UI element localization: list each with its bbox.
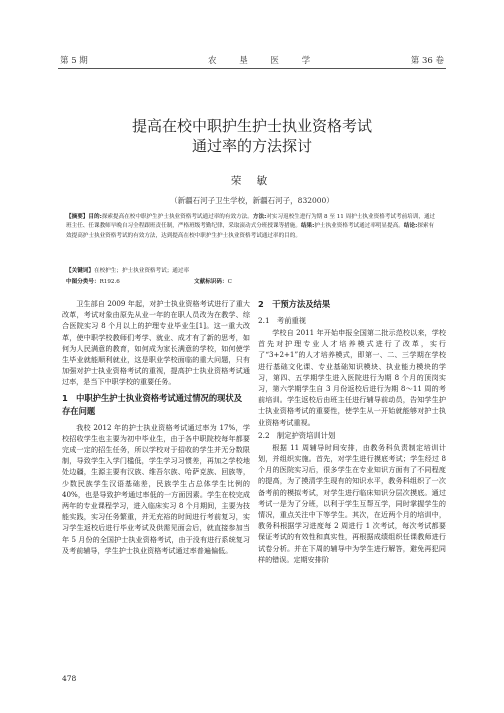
issue-number: 第 5 期: [60, 56, 88, 66]
doc-code-value: C: [227, 279, 232, 285]
section-2-heading: 2 干预方法及结果: [258, 299, 331, 309]
conclusion-label: 结论:: [403, 223, 418, 230]
method-label: 方法:: [252, 214, 267, 220]
classification-line: [66, 278, 438, 287]
header-rule: [58, 68, 446, 69]
intro-paragraph: 卫生部自 2009 年起，对护士执业资格考试进行了重大改革，考试对象由原先从业一年的在职人员改为在教学、综合医院实习 8 个月以上的护理专业毕业生[1]。这一重大改革，使中职学校教师们考学、就业、成才有了新的思考，如何为人民满意的教育，如何成为家长满意的学校，如何使学生毕业就能顺利就业，这是职业学校面临的重大问题，只有加强对护士执业资格考试的重视，提高护士执业资格考试通过率，是当下中职学校的重要任务。: [62, 299, 250, 387]
subsection-2-1-paragraph: 学校自 2011 年开始申报全国第二批示范校以来，学校首先对护理专业人才培养模式进行了改革，实行了“3+2+1”的人才培养模式，即第一、二、三学期在学校进行基础文化课、专业基础知识模块、执业能力模块的学习，第四、五学期学生进入医院进行为期 8 个月的顶岗实习，第六学期学生自 3 月份返校后进行为期 8～11 周的考前培训。学生返校后由班主任进行辅导前动员，告知学生护士执业资格考试的重要性，使学生从一开始就能够对护士执业资格考试重视。: [258, 328, 446, 427]
classification-value: R192.6: [99, 279, 120, 285]
section-1-paragraph: 我校 2012 年的护士执业资格考试通过率为 17%，学校招收学生也主要为初中毕业生，由于各中职院校每年都要完成一定的招生任务，所以学校对于招收的学生并无分数限制，导致学生入学门槛低，学生学习习惯差，再加之学校地处边疆，生源主要有汉族、维吾尔族、哈萨克族、回族等，少数民族学生汉语基础差，民族学生占总体学生比例的 40%，也是导致护考通过率低的一方面因素。学生在校完成两年的专业课程学习，进入临床实习 8 个月期间，主要为技能实践，实习任务繁重，并无充裕的时间进行考前复习，实习学生返校后进行毕业考试及供需见面会后，就直接参加当年 5 月份的全国护士执业资格考试，由于没有进行系统复习及考前辅导，学生护士执业资格考试通过率普遍偏低。: [62, 422, 250, 555]
title-line-2: 通过率的方法探讨: [191, 137, 312, 155]
abstract: [66, 213, 438, 241]
keywords-label: 【关键词】: [66, 268, 94, 274]
page-number: 478: [62, 674, 77, 683]
author-affiliation: （新疆石河子卫生学校，新疆石河子，832000）: [170, 196, 334, 205]
volume-number: 第 36 卷: [410, 56, 444, 66]
subsection-2-1-heading: 2.1 考前重视: [258, 316, 307, 325]
classification-label: 中图分类号：: [66, 279, 100, 285]
running-header: [58, 48, 444, 68]
purpose-label: 目的:: [88, 214, 102, 220]
title-line-1: 提高在校中职护生护士执业资格考试: [131, 117, 372, 135]
purpose-text: 探索提高在校中职护生护士执业资格考试通过率的有效方法。: [101, 214, 253, 220]
right-column: [258, 298, 446, 565]
keywords: [66, 267, 438, 276]
conclusion-text: 探索有效提高护士执业资格考试的有效方法，达到提高在校中职护生护士执业资格考试通过率的目的。: [66, 223, 435, 239]
keywords-text: 在校护生；护士执业资格考试；通过率: [93, 268, 190, 274]
journal-name: 农 垦 医 学: [208, 56, 321, 66]
doc-code-label: 文献标识码：: [194, 279, 228, 285]
subsection-2-2-paragraph: 根据 11 周辅导时间安排，由教务科负责制定培训计划，并组织实施。首先，对学生进行摸底考试；学生经过 8 个月的医院实习后，很多学生在专业知识方面有了不同程度的提高，为了摸清学生现有的知识水平，教务科组织了一次备考前的模拟考试，对学生进行临床知识分层次摸底。通过考试一是为了分班，以利于学生互帮互学，同时掌握学生的情况，重点关注中下等学生。其次，在近两个月的培训中，教务科根据学习进度每 2 周进行 1 次考试，每次考试都要保证考试的有效性和真实性，再根据成绩组织任课教师进行试卷分析。并在下周的辅导中为学生进行解答，避免再犯同样的错误。定期安排阶: [258, 442, 446, 564]
method-text: 对实习返校生进行为期 8 至 11 周护士执业资格考试考前培训，通过班主任、任课教师早晚自习全程跟班责任制，严格班级考勤纪律，采取滚动式分班授课等措施。: [66, 214, 436, 230]
results-text: 护士执业资格考试通过率明显提高。: [314, 223, 404, 230]
results-label: 结果:: [300, 223, 315, 230]
author-name: 荣 敏: [230, 175, 274, 187]
subsection-2-2-heading: 2.2 制定护资培训计划: [258, 430, 336, 440]
section-1-heading: 1 中职护生护士执业资格考试通过情况的现状及存在问题: [62, 392, 243, 416]
abstract-label: 【摘要】: [66, 214, 89, 220]
left-column: [62, 298, 250, 556]
